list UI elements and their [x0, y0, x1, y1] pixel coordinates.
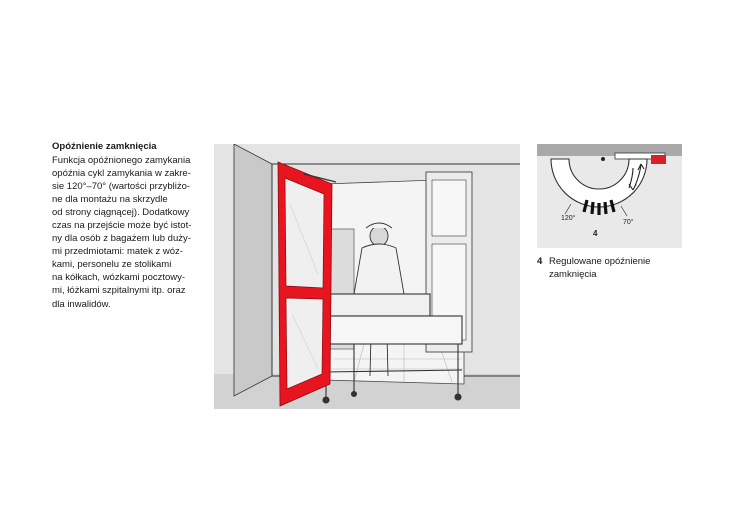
body-line: na kółkach, wózkami pocztowy- — [52, 272, 186, 284]
section-body — [52, 154, 202, 311]
body-line: ny dla osób z bagażem lub duży- — [52, 233, 191, 245]
body-line: kami, personelu ze stolikami — [52, 259, 172, 271]
body-line: opóźnia cykl zamykania w zakre- — [52, 168, 191, 180]
caption-line-1: Regulowane opóźnienie — [549, 256, 651, 267]
body-line: dla inwalidów. — [52, 298, 111, 310]
body-line: Funkcja opóźnionego zamykania — [52, 155, 191, 166]
body-line: mi, łóżkami szpitalnymi itp. oraz — [52, 285, 186, 297]
body-line: czas na przejście może być istot- — [52, 220, 192, 232]
delay-arc-diagram — [537, 144, 682, 248]
door-illustration — [214, 144, 520, 409]
body-line: mi przedmiotami: matek z wóz- — [52, 246, 183, 258]
label-4: 4 — [593, 229, 598, 238]
figure-caption — [537, 255, 650, 281]
body-line: sie 120°–70° (wartości przybliżo- — [52, 181, 191, 193]
label-120: 120° — [561, 215, 576, 222]
label-70: 70° — [623, 219, 634, 226]
caption-line-2: zamknięcia — [549, 269, 597, 280]
adjustment-marker — [651, 155, 666, 164]
caption-number: 4 — [537, 256, 543, 267]
closer-diagram — [537, 144, 682, 248]
body-line: ne dla montażu na skrzydle — [52, 194, 168, 206]
section-heading: Opóźnienie zamknięcia — [52, 141, 157, 152]
red-door — [278, 162, 336, 406]
body-line: od strony ciągnącej). Dodatkowy — [52, 207, 190, 219]
door-scene-drawing — [214, 144, 520, 409]
text-column — [52, 140, 202, 311]
